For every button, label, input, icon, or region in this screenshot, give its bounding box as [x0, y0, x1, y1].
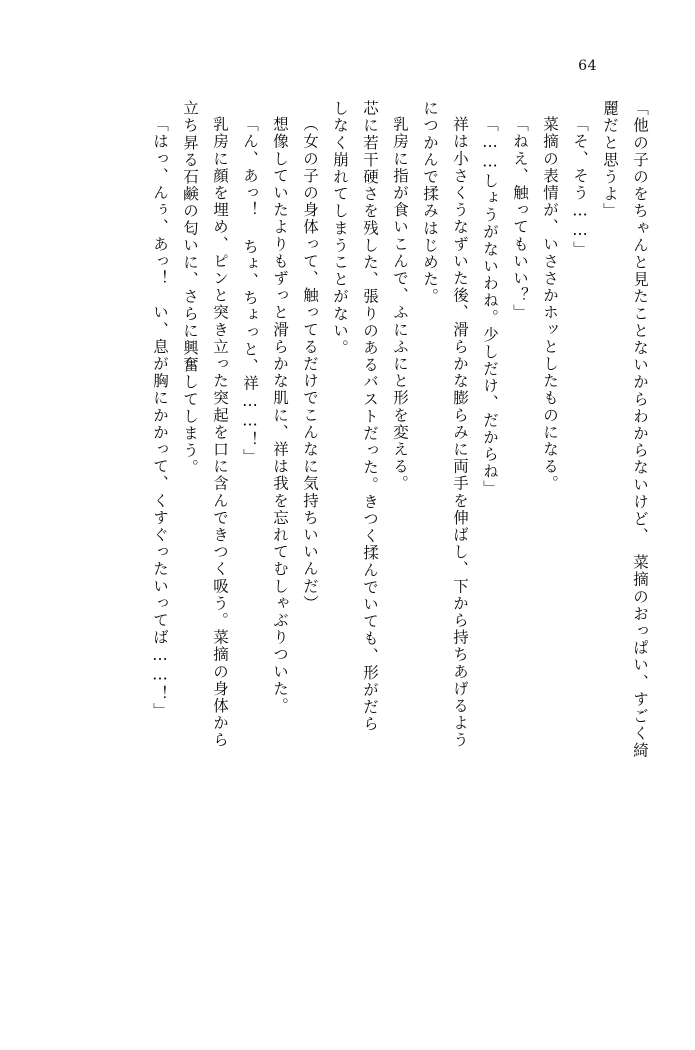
text-line: 菜摘の表情が、いささかホッとしたものになる。: [541, 116, 559, 493]
page-number: 64: [578, 58, 597, 74]
text-line: 「……しょうがないわね。少しだけ、だからね」: [481, 116, 499, 498]
text-line: しなく崩れてしまうことがない。: [331, 100, 349, 357]
text-line: 「そ、そう……」: [571, 116, 589, 258]
text-line: 「ん、あっ！ ちょ、ちょっと、祥……！」: [241, 116, 259, 466]
text-line: 「他の子のをちゃんと見たことないからわからないけど、 菜摘のおっぱい、すごく綺: [631, 100, 649, 760]
text-line: 想像していたよりもずっと滑らかな肌に、祥は我を忘れてむしゃぶりついた。: [271, 116, 289, 715]
text-line: 「ねえ、触ってもいい？」: [511, 116, 529, 322]
text-line: 乳房に顔を埋め、ピンと突き立った突起を口に含んできつく吸う。菜摘の身体から: [211, 116, 229, 749]
text-line: 乳房に指が食いこんで、ふにふにと形を変える。: [391, 116, 409, 493]
text-line: につかんで揉みはじめた。: [421, 100, 439, 306]
text-line: 祥は小さくうなずいた後、滑らかな膨らみに両手を伸ばし、下から持ちあげるよう: [451, 116, 469, 749]
vertical-text-body: [40, 100, 655, 930]
text-line: 麗だと思うよ」: [601, 100, 619, 220]
text-line: 芯に若干硬さを残した、張りのあるバストだった。きつく揉んでいても、形がだら: [361, 100, 379, 733]
text-line: 立ち昇る石鹸の匂いに、さらに興奮してしまう。: [181, 100, 199, 477]
text-line: （女の子の身体って、触ってるだけでこんなに気持ちいいんだ）: [301, 116, 319, 612]
text-line: 「はっ、んぅ、あっ！ い、息が胸にかかって、くすぐったいってば……！」: [151, 116, 169, 720]
